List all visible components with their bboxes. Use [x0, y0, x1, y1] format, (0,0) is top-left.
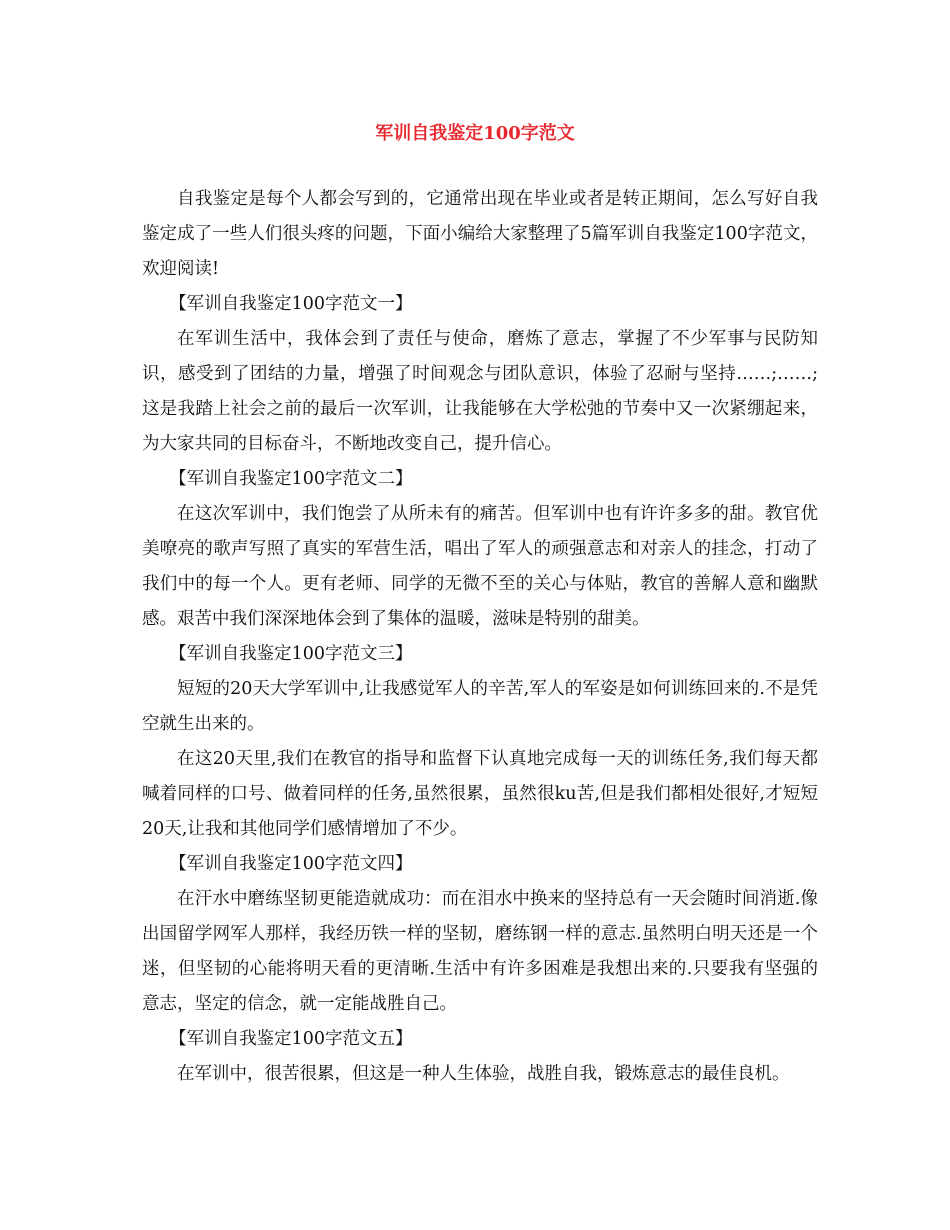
section-paragraph-3b: 在这20天里,我们在教官的指导和监督下认真地完成每一天的训练任务,我们每天都喊着同样的口号、做着同样的任务,虽然很累，虽然很ku苦,但是我们都相处很好,才短短20天,让我和其他同学们感情增加了不少。 [142, 749, 818, 839]
section-heading-2: 【军训自我鉴定100字范文二】 [169, 469, 413, 489]
section-paragraph-1: 在军训生活中，我体会到了责任与使命，磨炼了意志，掌握了不少军事与民防知识，感受到了团结的力量，增强了时间观念与团队意识，体验了忍耐与坚持……;……;这是我踏上社会之前的最后一次军训，让我能够在大学松弛的节奏中又一次紧绷起来，为大家共同的目标奋斗，不断地改变自己，提升信心。 [142, 329, 818, 454]
intro-paragraph: 自我鉴定是每个人都会写到的，它通常出现在毕业或者是转正期间，怎么写好自我鉴定成了一些人们很头疼的问题，下面小编给大家整理了5篇军训自我鉴定100字范文，欢迎阅读! [142, 189, 818, 279]
section-heading-3: 【军训自我鉴定100字范文三】 [169, 644, 413, 664]
section-paragraph-2: 在这次军训中，我们饱尝了从所未有的痛苦。但军训中也有许许多多的甜。教官优美嘹亮的歌声写照了真实的军营生活，唱出了军人的顽强意志和对亲人的挂念，打动了我们中的每一个人。更有老师、同学的无微不至的关心与体贴，教官的善解人意和幽默感。艰苦中我们深深地体会到了集体的温暖，滋味是特别的甜美。 [142, 504, 818, 629]
section-paragraph-4: 在汗水中磨练坚韧更能造就成功：而在泪水中换来的坚持总有一天会随时间消逝.像出国留学网军人那样，我经历铁一样的坚韧，磨练钢一样的意志.虽然明白明天还是一个迷，但坚韧的心能将明天看的更清晰.生活中有许多困难是我想出来的.只要我有坚强的意志，坚定的信念，就一定能战胜自己。 [142, 889, 818, 1014]
section-heading-4: 【军训自我鉴定100字范文四】 [169, 854, 413, 874]
document-title: 军训自我鉴定100字范文 [375, 123, 575, 144]
section-heading-1: 【军训自我鉴定100字范文一】 [169, 294, 413, 314]
section-paragraph-5: 在军训中，很苦很累，但这是一种人生体验，战胜自我，锻炼意志的最佳良机。 [177, 1064, 790, 1084]
document-body [142, 182, 818, 1092]
section-paragraph-3a: 短短的20天大学军训中,让我感觉军人的辛苦,军人的军姿是如何训练回来的.不是凭空就生出来的。 [142, 679, 818, 734]
section-heading-5: 【军训自我鉴定100字范文五】 [169, 1029, 413, 1049]
